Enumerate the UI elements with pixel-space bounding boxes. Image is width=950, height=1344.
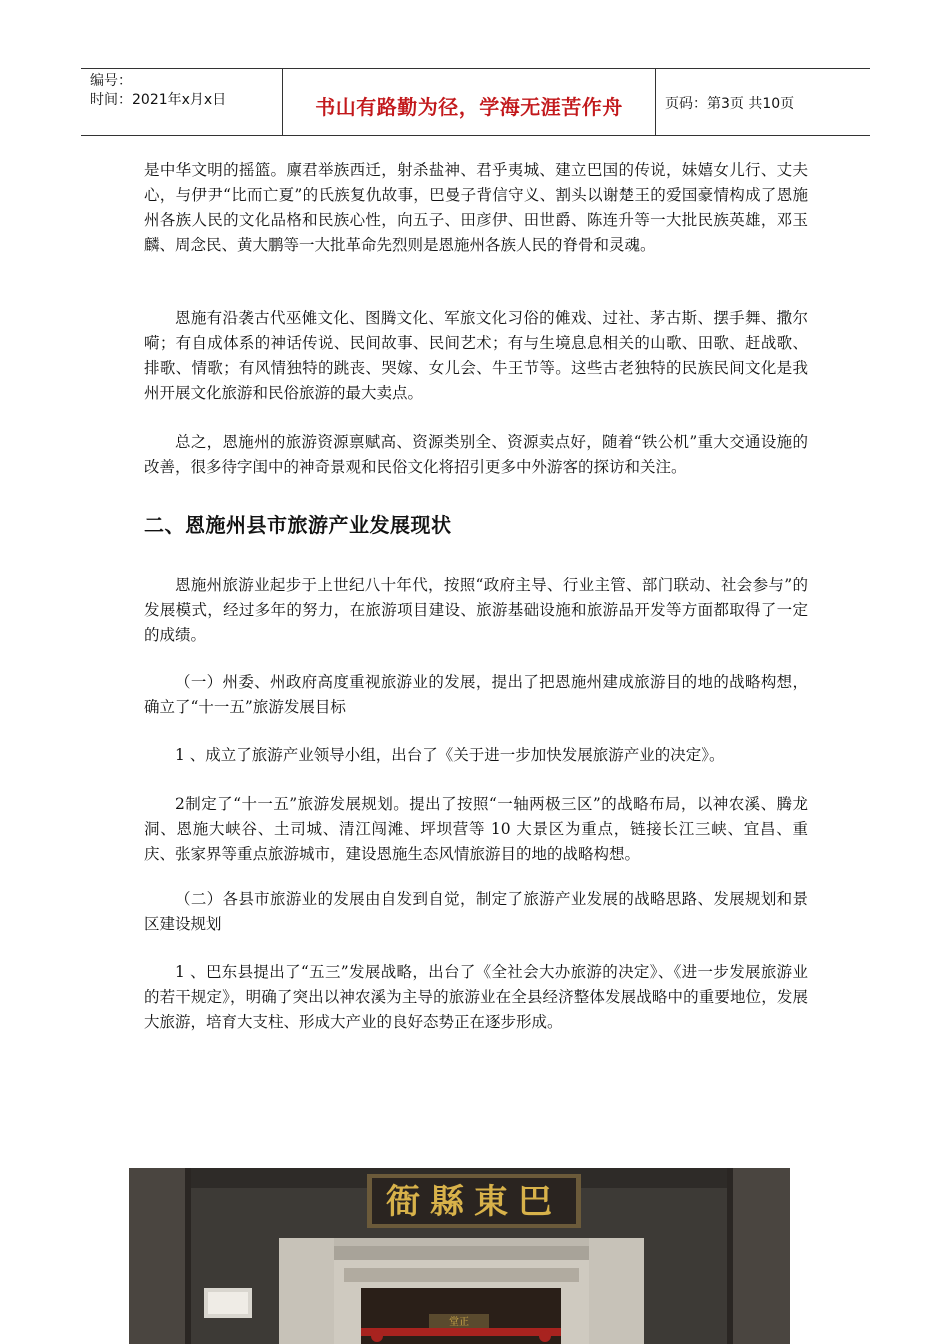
header-meta-cell bbox=[81, 69, 283, 135]
inner-sign-text: 堂正 bbox=[449, 1317, 469, 1328]
yamen-gate-illustration bbox=[129, 1168, 790, 1344]
paragraph-item-1: 1 、成立了旅游产业领导小组，出台了《关于进一步加快发展旅游产业的决定》。 bbox=[175, 746, 725, 764]
motto-text: 书山有路勤为径，学海无涯苦作舟 bbox=[315, 95, 623, 119]
yamen-gate-photo bbox=[129, 1168, 790, 1344]
page-header bbox=[81, 68, 870, 136]
paragraph-badong: 1 、巴东县提出了“五三”发展战略，出台了《全社会大办旅游的决定》、《进一步发展旅游业的若干规定》，明确了突出以神农溪为主导的旅游业在全县经济整体发展战略中的重要地位，发展大旅游，培育大支柱、形成大产业的良好态势正在逐步形成。 bbox=[144, 963, 808, 1031]
header-motto-cell bbox=[283, 69, 656, 135]
page-number: 页码：第3页 共10页 bbox=[665, 96, 795, 112]
paragraph-summary: 总之，恩施州的旅游资源禀赋高、资源类别全、资源卖点好，随着“铁公机”重大交通设施的改善，很多待字闺中的神奇景观和民俗文化将招引更多中外游客的探访和关注。 bbox=[144, 433, 808, 476]
section-title: 二、恩施州县市旅游产业发展现状 bbox=[144, 513, 452, 537]
paragraph-industry-intro: 恩施州旅游业起步于上世纪八十年代，按照“政府主导、行业主管、部门联动、社会参与”的发展模式，经过多年的努力，在旅游项目建设、旅游基础设施和旅游品开发等方面都取得了一定的成绩。 bbox=[144, 576, 808, 644]
signboard-text: 衙縣東巴 bbox=[386, 1182, 562, 1222]
paragraph-folk-culture: 恩施有沿袭古代巫傩文化、图腾文化、军旅文化习俗的傩戏、过社、茅古斯、摆手舞、撒尔嗬；有自成体系的神话传说、民间故事、民间艺术；有与生境息息相关的山歌、田歌、赶战歌、排歌、情歌；有风情独特的跳丧、哭嫁、女儿会、牛王节等。这些古老独特的民族民间文化是我州开展文化旅游和民俗旅游的最大卖点。 bbox=[144, 309, 808, 402]
paragraph-subsection-2: （二）各县市旅游业的发展由自发到自觉，制定了旅游产业发展的战略思路、发展规划和景区建设规划 bbox=[144, 890, 808, 933]
paragraph-subsection-1: （一）州委、州政府高度重视旅游业的发展，提出了把恩施州建成旅游目的地的战略构想，确立了“十一五”旅游发展目标 bbox=[144, 673, 808, 716]
code-label: 编号： bbox=[90, 73, 132, 89]
paragraph-culture-history: 是中华文明的摇篮。廪君举族西迁，射杀盐神、君乎夷城、建立巴国的传说，妹嬉女儿行、丈夫心，与伊尹“比而亡夏”的氏族复仇故事，巴曼子背信守义、割头以谢楚王的爱国豪情构成了恩施州各族人民的文化品格和民族心性，向五子、田彦伊、田世爵、陈连升等一大批民族英雄，邓玉麟、周念民、黄大鹏等一大批革命先烈则是恩施州各族人民的脊骨和灵魂。 bbox=[144, 161, 808, 254]
date-label: 时间：2021年x月x日 bbox=[90, 92, 227, 108]
paragraph-item-2: 2制定了“十一五”旅游发展规划。提出了按照“一轴两极三区”的战略布局，以神农溪、腾龙洞、恩施大峡谷、土司城、清江闯滩、坪坝营等 10 大景区为重点，链接长江三峡、宜昌、重庆、张家界等重点旅游城市，建设恩施生态风情旅游目的地的战略构想。 bbox=[144, 795, 808, 863]
